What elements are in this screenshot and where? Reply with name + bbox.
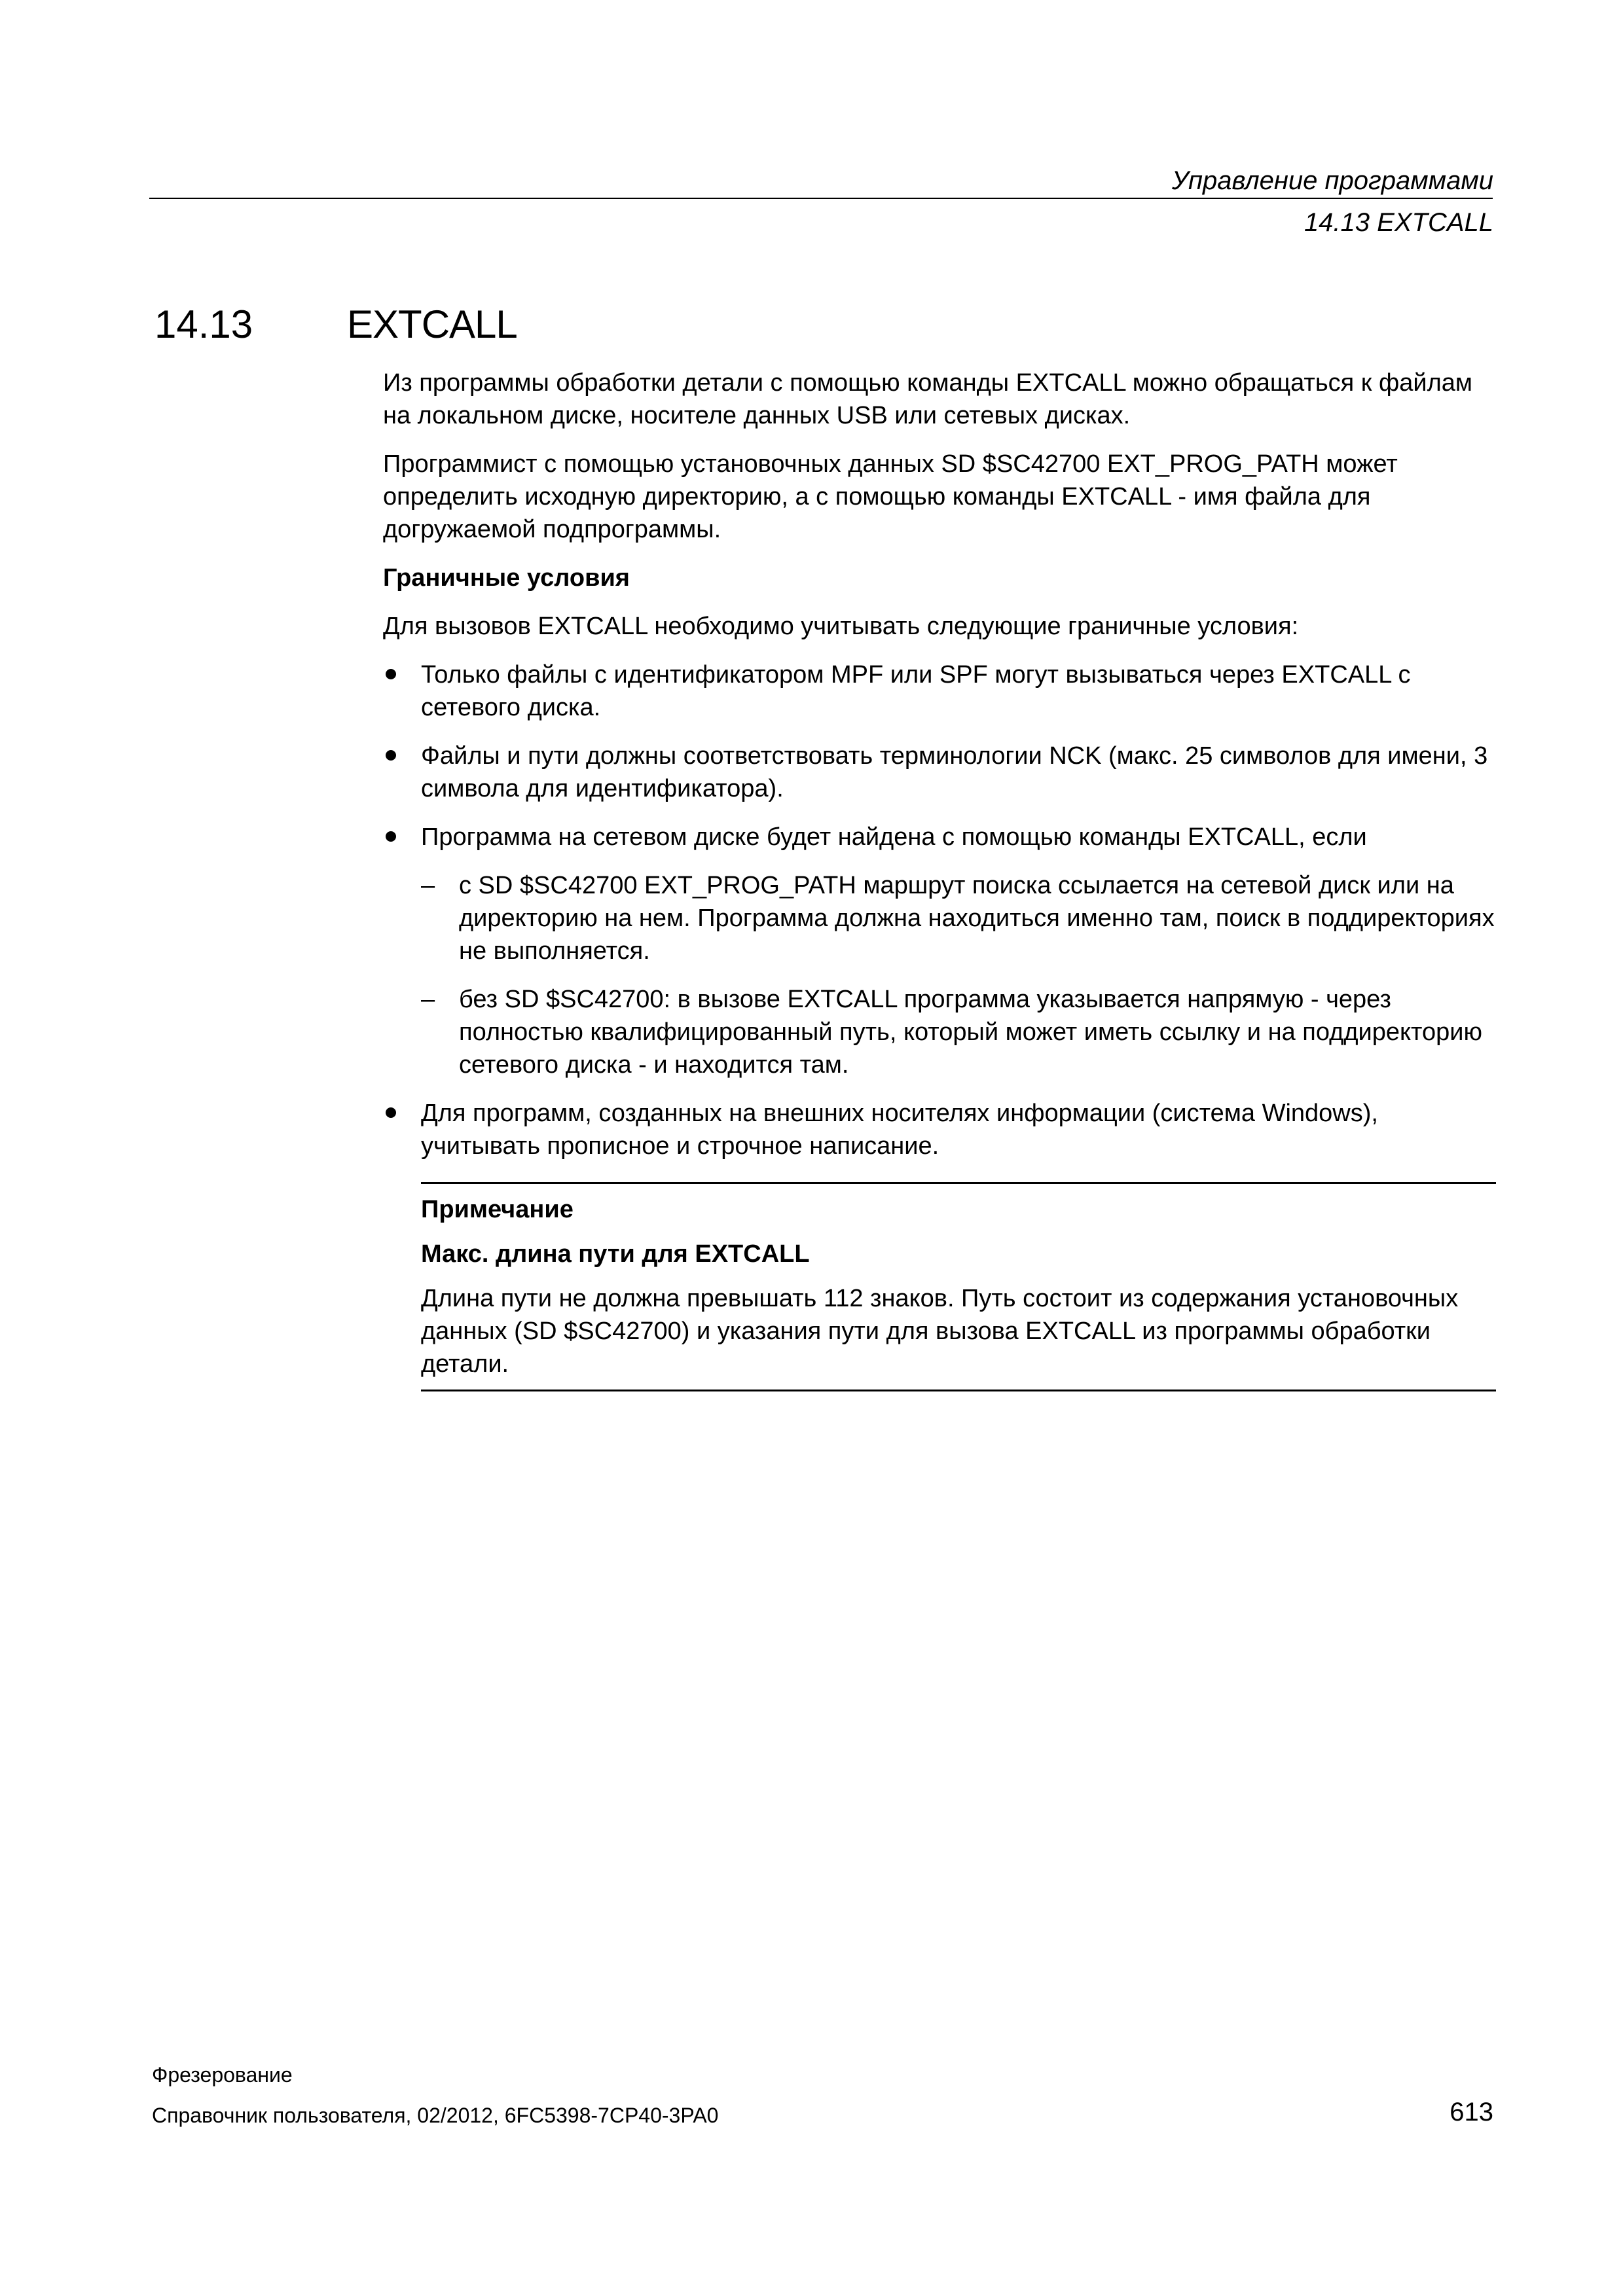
bullet-dot-icon <box>386 669 396 679</box>
bullet-item <box>383 658 1496 724</box>
intro-paragraph: Из программы обработки детали с помощью команды EXTCALL можно обращаться к файлам на локальном диске, носителе данных USB или сетевых дисках. <box>383 369 1473 429</box>
sub-list-item <box>421 869 1496 967</box>
bullet-list <box>383 658 1496 1162</box>
header-rule <box>149 198 1493 199</box>
bullet-text: Для программ, созданных на внешних носителях информации (система Windows), учитывать прописное и строчное написание. <box>421 1100 1378 1160</box>
footer-manual-info: Справочник пользователя, 02/2012, 6FC5398-7CP40-3PA0 <box>152 2104 719 2127</box>
dash-marker: – <box>421 872 435 899</box>
sub-item-text: без SD $SC42700: в вызове EXTCALL программа указывается напрямую - через полностью квалифицированный путь, который может иметь ссылку и на поддиректорию сетевого диска - и находится там. <box>459 986 1483 1079</box>
dash-marker: – <box>421 986 435 1013</box>
section-number: 14.13 <box>155 302 253 346</box>
subheading-boundary-conditions: Граничные условия <box>383 564 630 592</box>
bullet-item <box>383 740 1496 805</box>
note-title: Макс. длина пути для EXTCALL <box>421 1240 810 1268</box>
bullet-text: Только файлы с идентификатором MPF или SPF могут вызываться через EXTCALL с сетевого диска. <box>421 661 1411 721</box>
section-title: EXTCALL <box>347 302 517 346</box>
running-header-chapter: Управление программами <box>1171 166 1493 195</box>
sub-list-item <box>421 983 1496 1081</box>
footer-product: Фрезерование <box>152 2063 293 2087</box>
bullet-item <box>383 821 1496 1081</box>
bullet-dot-icon <box>386 750 396 761</box>
sub-list <box>421 869 1496 1081</box>
note-box <box>421 1182 1496 1391</box>
sub-item-text: с SD $SC42700 EXT_PROG_PATH маршрут поиска ссылается на сетевой диск или на директорию на нем. Программа должна находиться именно там, поиск в поддиректориях не выполняется. <box>459 872 1495 965</box>
bullet-text: Программа на сетевом диске будет найдена с помощью команды EXTCALL, если <box>421 823 1367 851</box>
bullet-dot-icon <box>386 1107 396 1118</box>
running-header-section: 14.13 EXTCALL <box>1304 208 1493 237</box>
main-content <box>383 367 1496 1391</box>
note-text: Длина пути не должна превышать 112 знаков. Путь состоит из содержания установочных данных (SD $SC42700) и указания пути для вызова EXTCALL из программы обработки детали. <box>421 1285 1459 1378</box>
page-number: 613 <box>1450 2098 1493 2126</box>
bullet-item <box>383 1097 1496 1162</box>
intro-paragraph: Программист с помощью установочных данных SD $SC42700 EXT_PROG_PATH может определить исходную директорию, а с помощью команды EXTCALL - имя файла для догружаемой подпрограммы. <box>383 450 1398 543</box>
note-label: Примечание <box>421 1196 574 1223</box>
boundary-lead: Для вызовов EXTCALL необходимо учитывать следующие граничные условия: <box>383 613 1299 640</box>
bullet-dot-icon <box>386 831 396 842</box>
bullet-text: Файлы и пути должны соответствовать терминологии NCK (макс. 25 символов для имени, 3 символа для идентификатора). <box>421 742 1488 802</box>
